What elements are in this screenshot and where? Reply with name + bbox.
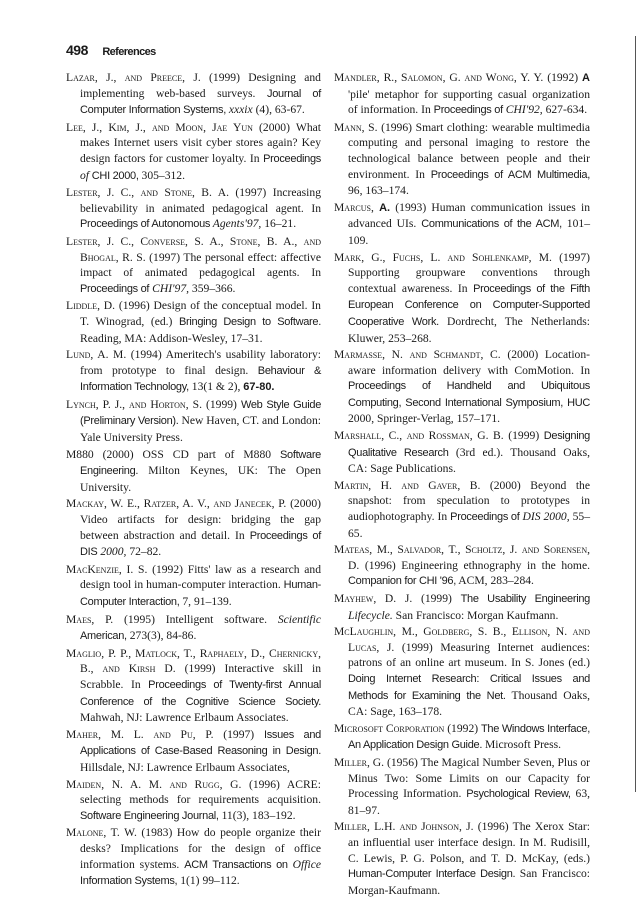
reference-text: (2000) Location-aware information delivery with ComMotion. In	[348, 348, 590, 377]
reference-text: (1983) How do people organize their desks? Implications for the design of office information systems.	[80, 826, 321, 871]
reference-authors: Lynch, P. J., and Horton, S.	[66, 397, 202, 411]
reference-authors: Maiden, N. A. M. and Rugg, G.	[66, 777, 242, 791]
reference-text: (1999)	[412, 592, 461, 605]
reference-text: M880 (2000) OSS CD part of M880	[66, 447, 280, 461]
reference-text: 2000, Springer-Verlag, 157–171.	[348, 412, 501, 426]
reference-title: Proceedings of ACM Multimedia,	[430, 168, 591, 181]
reference-title: Proceedings of	[450, 511, 520, 524]
reference-authors: Maes, P.	[66, 612, 114, 626]
reference-text: (1997) Increasing believability in animated pedagogical agent. In	[80, 186, 321, 215]
reference-authors: Martin, H. and Gaver, B.	[334, 478, 481, 492]
reference-bold: A	[582, 72, 590, 84]
reference-text: ACM, 283–284.	[456, 574, 534, 588]
reference-text: 11(3), 183–192.	[218, 808, 296, 822]
reference-authors: MacKenzie, I. S.	[66, 562, 148, 576]
reference-title: Proceedings of the Fifth European Conference on Computer-Supported Cooperative Work.	[348, 282, 590, 328]
reference-title: Designing Qualitative Research	[348, 430, 590, 459]
reference-entry	[334, 347, 590, 427]
reference-entry	[66, 120, 321, 184]
reference-text: (1999) Measuring Internet audiences: patrons of an online art museum. In S. Jones (ed.)	[348, 640, 590, 670]
reference-entry	[66, 234, 321, 297]
reference-italic: Office	[287, 857, 321, 871]
reference-bold: 67-80.	[243, 381, 275, 394]
reference-title: Information Systems,	[80, 875, 178, 888]
reference-title: Human-Computer Interaction,	[80, 579, 321, 608]
reference-authors: Mayhew, D. J.	[334, 592, 413, 605]
reference-italic: CHI'97,	[149, 281, 190, 295]
reference-title: Web Style Guide (Preliminary Version).	[80, 398, 322, 428]
reference-title: Proceedings of DIS	[80, 529, 321, 559]
reference-italic: xxxix	[225, 103, 253, 117]
reference-text: (1995) Intelligent software.	[113, 612, 278, 626]
reference-entry	[334, 819, 590, 898]
reference-text: 305–312.	[138, 168, 185, 182]
reference-text: 55–65.	[348, 510, 590, 540]
reference-authors: Lee, J., Kim, J., and Moon, Jae Yun	[66, 120, 253, 134]
reference-text: San Francisco: Morgan-Kaufmann.	[348, 867, 590, 897]
reference-authors: Lazar, J., and Preece, J.	[66, 71, 201, 84]
reference-text: (1956) The Magical Number Seven, Plus or Minus Two: Some Limits on our Capacity for Processing Information.	[348, 755, 591, 801]
reference-text: 273(3), 84-86.	[126, 629, 197, 643]
reference-entry	[66, 612, 321, 645]
reference-entry	[334, 250, 590, 347]
reference-entry	[334, 478, 590, 541]
reference-entry	[66, 825, 321, 889]
reference-authors: Mark, G., Fuchs, L. and Sohlenkamp, M.	[334, 250, 552, 264]
reference-authors: Mandler, R., Salomon, G. and Wong, Y. Y.	[334, 71, 544, 84]
reference-title: Issues and Applications of Case-Based Reasoning in Design.	[80, 728, 321, 758]
reference-entry	[66, 447, 321, 496]
reference-text: 13(1 & 2),	[188, 380, 244, 394]
reference-entry	[66, 496, 321, 560]
reference-text: 16–21.	[261, 217, 297, 231]
reference-title: Psychological Review,	[466, 788, 571, 801]
running-header	[66, 42, 156, 60]
reference-italic: DIS 2000,	[519, 510, 570, 524]
reference-entry	[334, 624, 590, 720]
reference-bold: A.	[379, 201, 391, 214]
reference-authors: Lund, A. M.	[66, 348, 127, 362]
reference-text: Microsoft Press.	[482, 738, 561, 752]
reference-authors: Mateas, M., Salvador, T., Scholtz, J. and Sorensen, D.	[334, 543, 590, 572]
reference-italic: Scientific	[277, 612, 321, 626]
reference-entry	[66, 727, 321, 776]
reference-title: The Windows Interface, An Application Design Guide.	[348, 722, 590, 752]
reference-text: 101–109.	[348, 217, 590, 247]
reference-entry	[66, 185, 321, 233]
reference-italic: 2000,	[97, 545, 127, 559]
reference-entry	[66, 70, 321, 119]
reference-text: (1997) Supporting groupware conventions through contextual awareness. In	[348, 250, 590, 295]
reference-authors: Lester, J. C., Converse, S. A., Stone, B. A., and Bhogal, R. S.	[66, 234, 321, 264]
reference-title: Human-Computer Interface Design.	[348, 868, 516, 881]
section-title: References	[102, 46, 156, 58]
reference-authors: Marshall, C., and Rossman, G. B.	[334, 429, 504, 443]
reference-entry	[66, 562, 321, 611]
reference-title: Proceedings of Autonomous	[80, 218, 211, 231]
left-reference-column	[66, 70, 321, 891]
reference-authors: Microsoft Corporation	[334, 721, 445, 735]
reference-text: (2000) What makes Internet users visit cyber stores again? Key design factors for customer loyalty. In	[80, 120, 321, 165]
reference-text: (1997) The personal effect: affective impact of animated pedagogical agents. In	[80, 250, 321, 280]
reference-authors: Maglio, P. P., Matlock, T., Raphaely, D., Chernicky, B., and Kirsh D.	[66, 646, 321, 676]
reference-text: New Haven, CT. and London: Yale University Press.	[80, 414, 321, 445]
reference-authors: Lester, J. C., and Stone, B. A.	[66, 186, 229, 200]
reference-text: (2000) Video artifacts for design: bridging the gap between abstraction and detail. In	[80, 497, 321, 542]
reference-title: Proceedings of Handheld and Ubiquitous Computing, Second International Symposium, HUC	[348, 380, 590, 409]
reference-text: (1999)	[503, 429, 544, 443]
reference-authors: Mann, S.	[334, 120, 378, 134]
reference-entry	[66, 397, 321, 446]
reference-title: Behaviour & Information Technology,	[80, 364, 321, 394]
reference-authors: Mackay, W. E., Ratzer, A. V., and Janecek, P.	[66, 497, 287, 511]
reference-text: 1(1) 99–112.	[177, 874, 240, 888]
reference-entry	[334, 70, 590, 119]
reference-title: ACM Transactions on	[184, 858, 288, 871]
reference-italic: CHI'92,	[502, 103, 543, 117]
reference-title: Proceedings of	[433, 104, 503, 117]
reference-entry	[334, 120, 590, 199]
reference-italic: Agents'97,	[210, 217, 262, 231]
reference-text: San Francisco: Morgan Kaufmann.	[392, 608, 559, 622]
right-reference-column	[334, 70, 590, 899]
reference-title: Proceedings of Twenty-first Annual Conference of the Cognitive Science Society.	[80, 678, 322, 708]
reference-text: 627-634.	[542, 103, 588, 117]
reference-authors: Liddle, D.	[66, 299, 116, 313]
reference-text: Mahwah, NJ: Lawrence Erlbaum Associates.	[80, 711, 289, 725]
reference-title: American,	[80, 630, 127, 643]
reference-text: (4), 63-67.	[252, 103, 305, 117]
reference-title: Software Engineering.	[80, 448, 321, 478]
reference-italic: Lifecycle.	[348, 608, 393, 622]
reference-authors: Miller, G.	[334, 755, 385, 769]
page-number: 498	[66, 42, 88, 58]
reference-text: 63, 81–97.	[348, 787, 591, 817]
reference-title: CHI 2000,	[89, 169, 139, 182]
reference-text: (2000) Beyond the snapshot: from speculation to prototypes in audiophotography. In	[348, 478, 590, 524]
reference-text: 7, 91–139.	[179, 595, 232, 608]
reference-title: Communications of the ACM,	[421, 218, 562, 231]
reference-entry	[334, 542, 590, 590]
reference-authors: Maher, M. L. and Pu, P.	[66, 727, 214, 741]
reference-entry	[66, 777, 321, 825]
reference-entry	[66, 298, 321, 346]
reference-text: Reading, MA: Addison-Wesley, 17–31.	[80, 331, 263, 345]
reference-title: Journal of Computer Information Systems,	[80, 87, 321, 117]
reference-text: 359–366.	[189, 281, 236, 295]
reference-text: Milton Keynes, UK: The Open University.	[80, 464, 321, 494]
reference-title: The Usability Engineering	[460, 593, 590, 605]
reference-entry	[334, 721, 590, 754]
reference-title: Proceedings	[263, 152, 321, 165]
reference-entry	[334, 755, 590, 818]
reference-text: (1992) Fitts' law as a research and design tool in human-computer interaction.	[80, 562, 322, 592]
reference-title: Proceedings of	[80, 282, 150, 295]
reference-text: Hillsdale, NJ: Lawrence Erlbaum Associates,	[80, 760, 290, 774]
reference-text: (1999) Interactive skill in Scrabble. In	[80, 662, 321, 691]
reference-text: 72–82.	[126, 545, 162, 559]
reference-authors: Marmasse, N. and Schmandt, C.	[334, 348, 501, 362]
reference-text: (1994) Ameritech's usability laboratory: from prototype to final design.	[80, 348, 321, 377]
reference-authors: Miller, L.H. and Johnson, J.	[334, 820, 474, 834]
reference-italic: of	[80, 168, 90, 182]
reference-authors: Marcus,	[334, 200, 380, 214]
reference-text: Thousand Oaks, CA: Sage, 163–178.	[348, 688, 591, 719]
reference-text: (1999) Designing and implementing web-based surveys.	[80, 71, 321, 100]
reference-entry	[334, 591, 590, 623]
reference-entry	[334, 428, 590, 477]
reference-text: 96, 163–174.	[348, 184, 409, 198]
reference-entry	[66, 646, 321, 726]
reference-text: (1992)	[444, 721, 482, 735]
reference-text: (1997)	[213, 727, 264, 741]
reference-title: Bringing Design to Software.	[178, 315, 321, 328]
page-edge-line	[635, 36, 636, 792]
reference-text: (1999)	[201, 397, 241, 411]
reference-text: (1996) ACRE: selecting methods for requirements acquisition.	[80, 777, 321, 807]
reference-authors: McLaughlin, M., Goldberg, S. B., Ellison, N. and Lucas, J.	[334, 625, 590, 654]
reference-authors: Malone, T. W.	[66, 826, 137, 840]
reference-title: Software Engineering Journal,	[80, 809, 219, 822]
reference-text: (1996) Smart clothing: wearable multimedia computing and personal imaging to restore the technological balance between people and their environment. In	[348, 120, 590, 181]
reference-text: 'pile' metaphor for supporting casual organization of information. In	[348, 87, 590, 117]
reference-text: (1992)	[543, 71, 583, 84]
reference-text: (1996) Engineering ethnography in the home.	[359, 558, 590, 572]
reference-text: (1996) Design of the conceptual model. In T. Winograd, (ed.)	[80, 299, 321, 328]
reference-text: (3rd ed.). Thousand Oaks, CA: Sage Publications.	[348, 445, 591, 476]
reference-text: (1993) Human communication issues in advanced UIs.	[348, 200, 590, 231]
reference-entry	[66, 347, 321, 396]
reference-title: Doing Internet Research: Critical Issues and Methods for Examining the Net.	[348, 672, 590, 702]
reference-text: (1996) The Xerox Star: an influential user interface design. In M. Rudisill, C. Lewis, P. G. Polson, and T. D. McKay, (eds.)	[348, 820, 590, 865]
reference-title: Companion for CHI '96,	[348, 575, 456, 588]
reference-text: Dordrecht, The Netherlands: Kluwer, 253–268.	[348, 314, 590, 345]
reference-entry	[334, 200, 590, 249]
